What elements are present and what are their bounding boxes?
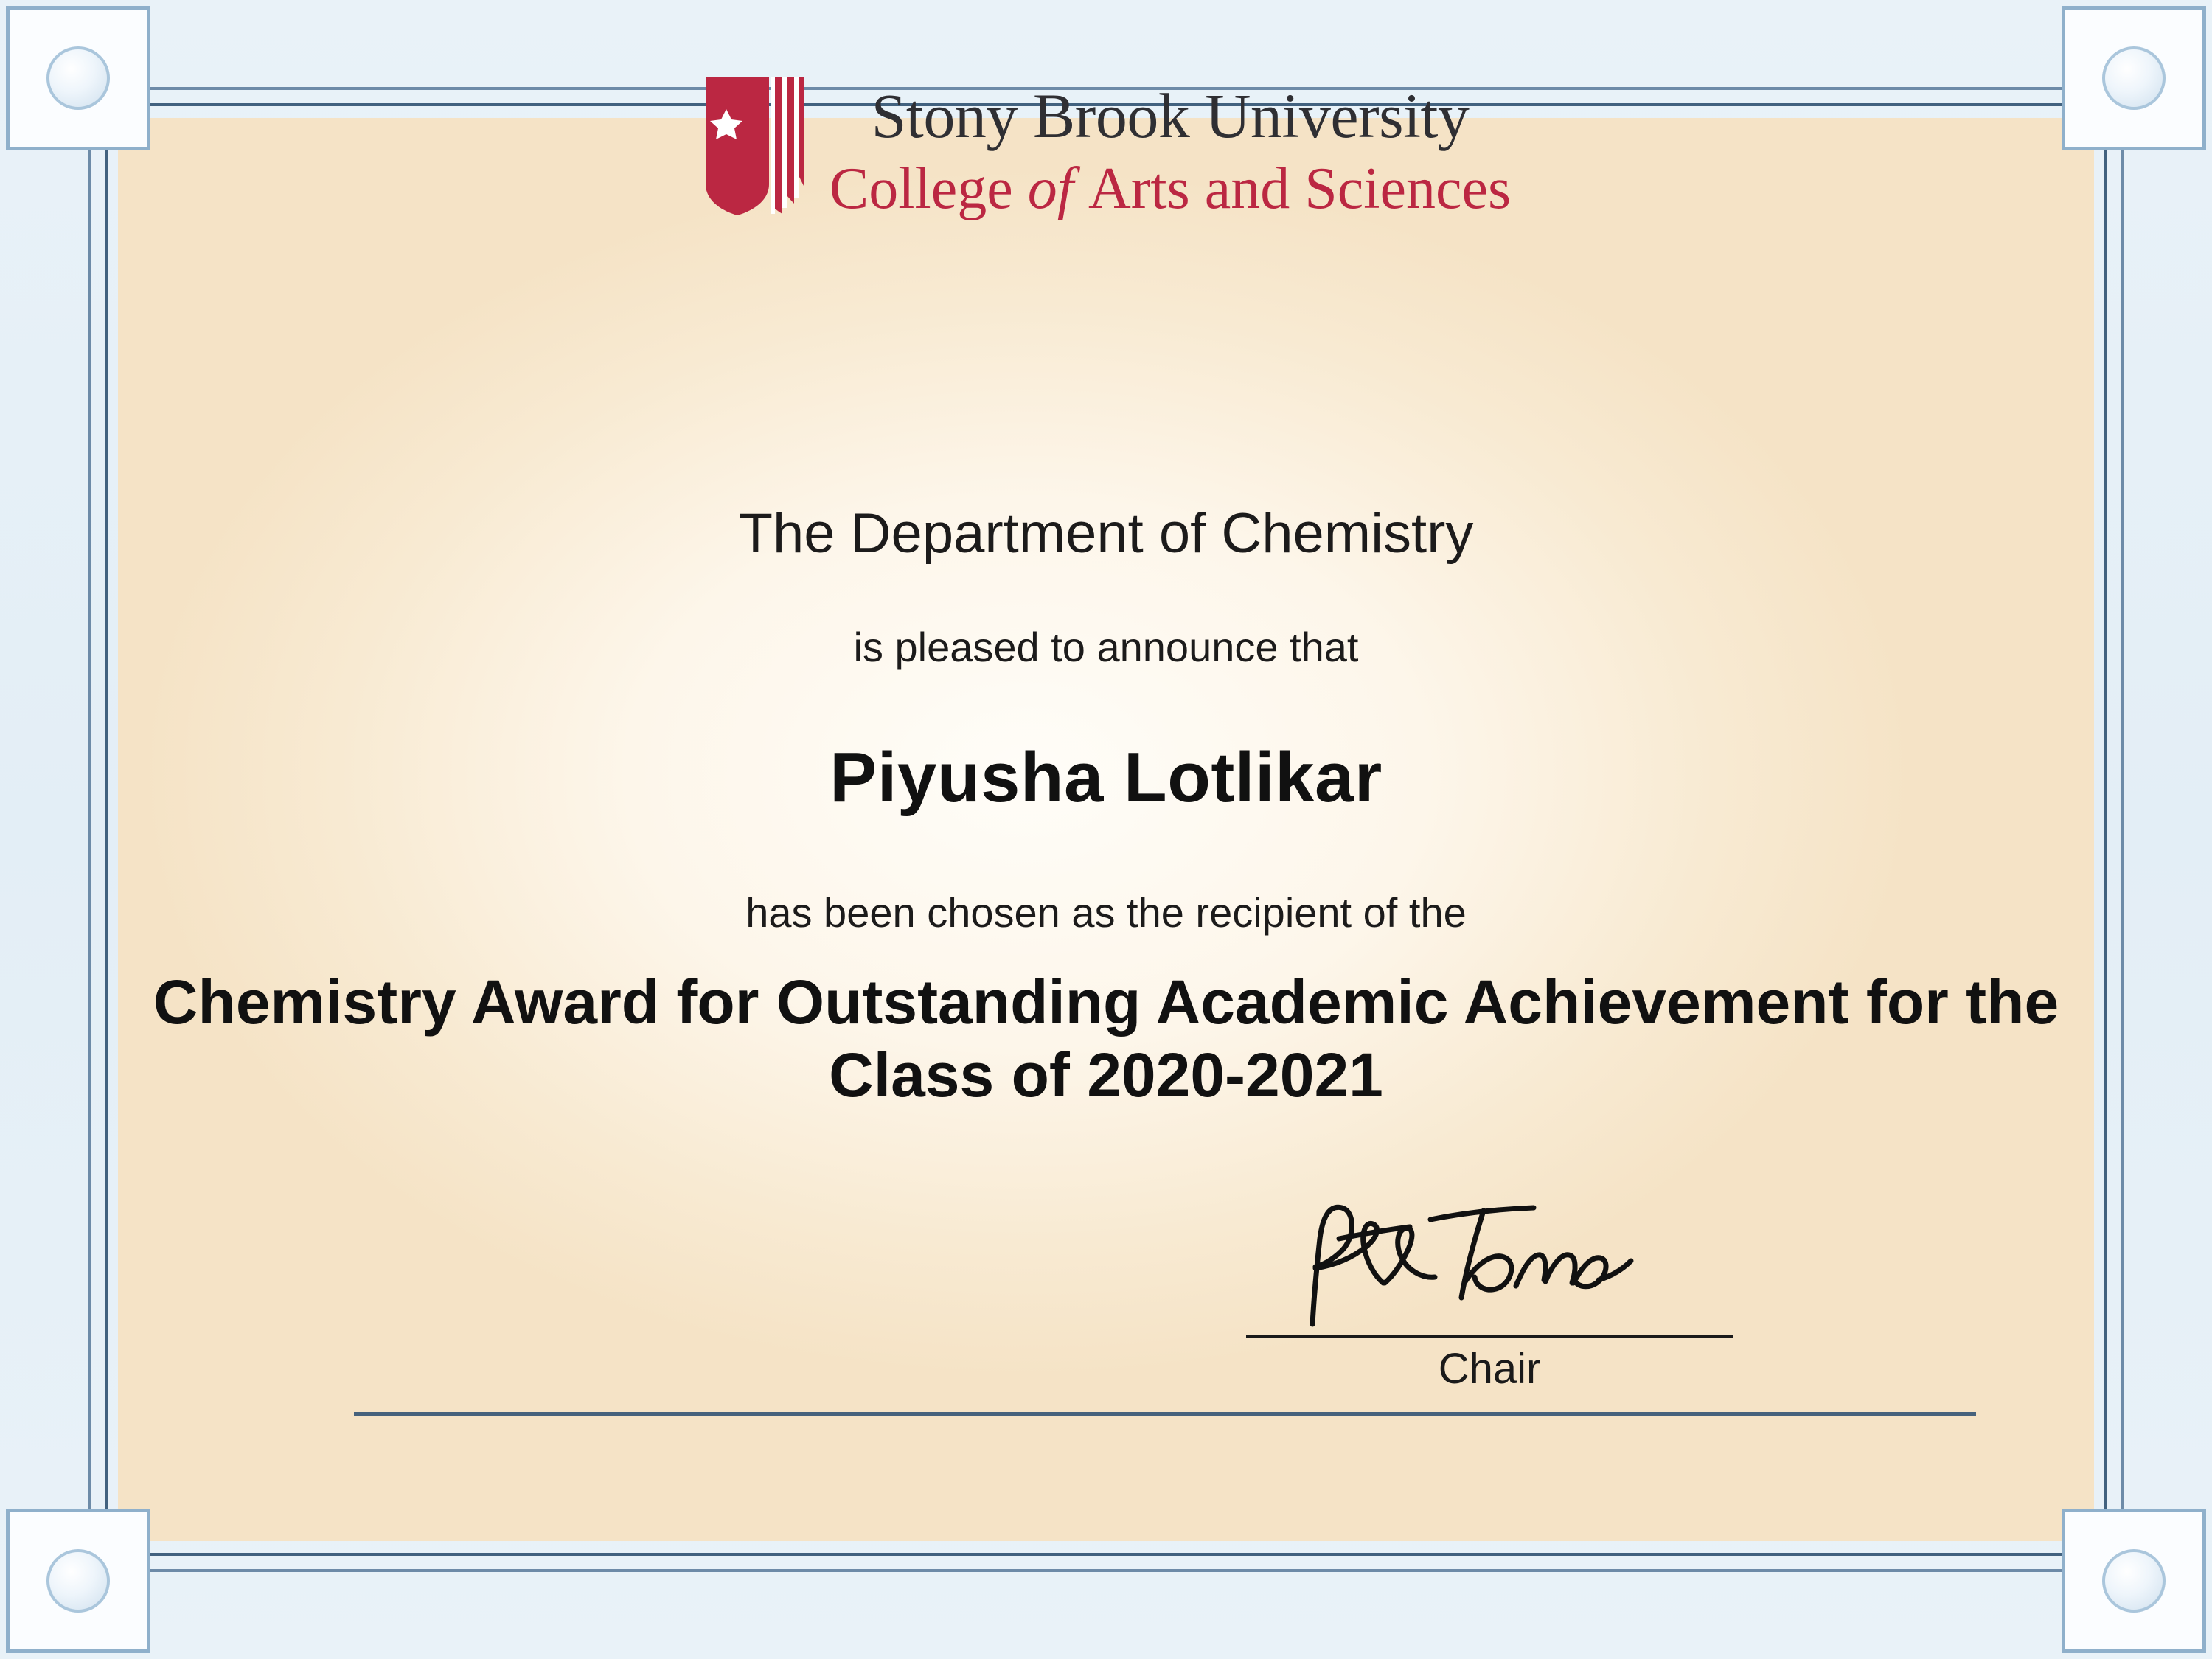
award-title: Chemistry Award for Outstanding Academic Achievement for the Class of 2020-2021 xyxy=(153,967,2059,1110)
college-name-of: of xyxy=(1027,156,1088,221)
signature-title: Chair xyxy=(1438,1345,1541,1393)
shield-icon xyxy=(701,74,804,218)
signature-line xyxy=(1246,1335,1733,1338)
college-name-prefix: College xyxy=(829,156,1028,221)
college-name-suffix: Arts and Sciences xyxy=(1088,156,1512,221)
announcement-line: is pleased to announce that xyxy=(853,624,1359,670)
university-logo xyxy=(0,74,2212,221)
recipient-name: Piyusha Lotlikar xyxy=(830,738,1382,817)
signature-icon xyxy=(1290,1194,1674,1335)
signature-mark xyxy=(1246,1194,1733,1335)
university-wordmark xyxy=(830,74,1511,221)
signature-block xyxy=(1246,1194,1733,1394)
department-line: The Department of Chemistry xyxy=(738,502,1474,565)
bottom-divider-rule xyxy=(354,1412,1976,1416)
chosen-line: has been chosen as the recipient of the xyxy=(745,889,1467,936)
college-name xyxy=(830,156,1511,221)
university-name: Stony Brook University xyxy=(871,80,1470,151)
